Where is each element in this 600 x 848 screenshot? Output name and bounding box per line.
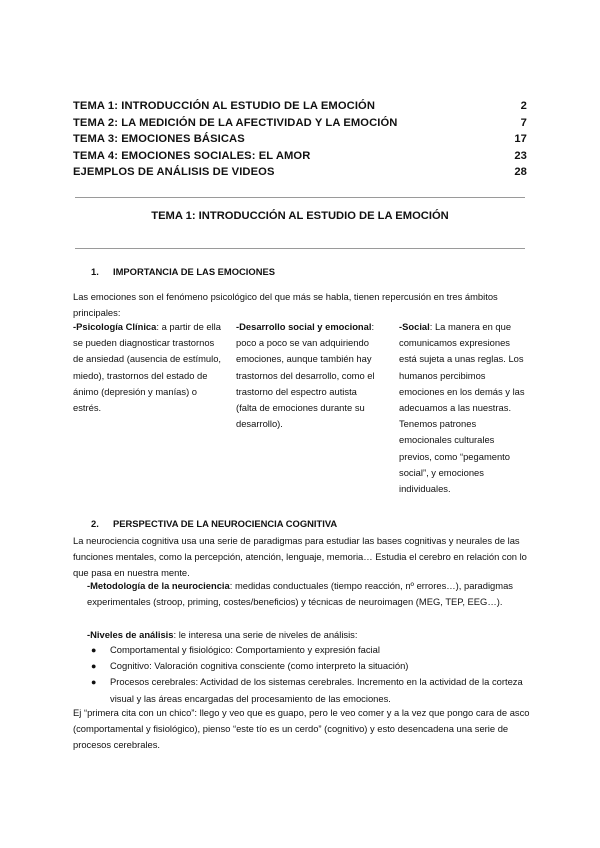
section-number: 2. bbox=[91, 518, 99, 529]
toc-entry-title[interactable]: EJEMPLOS DE ANÁLISIS DE VIDEOS bbox=[73, 166, 275, 178]
divider bbox=[75, 197, 525, 198]
chapter-title: TEMA 1: INTRODUCCIÓN AL ESTUDIO DE LA EMOCIÓN bbox=[151, 210, 449, 222]
divider bbox=[75, 248, 525, 249]
toc-entry-page: 17 bbox=[514, 133, 527, 145]
methodology-label: -Metodología de la neurociencia bbox=[87, 580, 230, 591]
section-heading-1 bbox=[91, 266, 275, 277]
levels-paragraph bbox=[73, 627, 547, 643]
list-item-text: Procesos cerebrales: Actividad de los sistemas cerebrales. Incremento en la actividad de la corteza visual y las áreas encargadas del procesamiento de las emociones. bbox=[110, 676, 523, 704]
list-item bbox=[90, 642, 530, 658]
toc-entry-title[interactable]: TEMA 3: EMOCIONES BÁSICAS bbox=[73, 133, 245, 145]
toc-entry[interactable] bbox=[73, 150, 527, 167]
column-text: : La manera en que comunicamos expresiones está sujeta a unas reglas. Los humanos percibimos emociones en los demás y las adecuamos a las nuestras. Tenemos patrones emocionales culturales previos, como “pegamento social”, y emociones individuales. bbox=[399, 321, 525, 495]
section-number: 1. bbox=[91, 266, 99, 277]
toc-entry-title[interactable]: TEMA 2: LA MEDICIÓN DE LA AFECTIVIDAD Y LA EMOCIÓN bbox=[73, 116, 398, 129]
column-label: -Psicología Clínica bbox=[73, 321, 157, 332]
toc-entry-page: 7 bbox=[520, 116, 527, 129]
section-title: PERSPECTIVA DE LA NEUROCIENCIA COGNITIVA bbox=[113, 518, 338, 529]
column-text: : a partir de ella se pueden diagnosticar trastornos de ansiedad (ausencia de estímulo, miedo), trastornos del estado de ánimo (depresión y manías) o estrés. bbox=[73, 321, 222, 414]
list-item-text: Cognitivo: Valoración cognitiva consciente (como interpreto la situación) bbox=[110, 660, 409, 672]
methodology-paragraph bbox=[73, 578, 547, 610]
column-clinical bbox=[73, 319, 223, 416]
example-paragraph: Ej “primera cita con un chico”: llego y veo que es guapo, pero le veo comer y a la vez que pongo cara de asco (comportamental y fisiológico), pienso “este tío es un cerdo” (cognitivo) y esto desencadena una serie de procesos cerebrales. bbox=[73, 707, 530, 751]
toc-entry-title[interactable]: TEMA 4: EMOCIONES SOCIALES: EL AMOR bbox=[73, 149, 311, 162]
levels-list bbox=[90, 642, 530, 707]
column-development bbox=[236, 319, 376, 432]
list-item bbox=[90, 658, 530, 674]
levels-label: -Niveles de análisis bbox=[87, 629, 174, 640]
column-label: -Desarrollo social y emocional bbox=[236, 321, 372, 332]
levels-text: : le interesa una serie de niveles de análisis: bbox=[173, 629, 358, 640]
toc-entry-page: 28 bbox=[514, 166, 527, 178]
toc-entry-page: 2 bbox=[520, 100, 527, 112]
intro-paragraph: Las emociones son el fenómeno psicológico del que más se habla, tienen repercusión en tres ámbitos principales: bbox=[73, 291, 498, 319]
column-social bbox=[399, 319, 527, 497]
toc-entry[interactable] bbox=[73, 133, 527, 150]
list-item bbox=[90, 674, 530, 706]
section-title: IMPORTANCIA DE LAS EMOCIONES bbox=[113, 266, 275, 277]
bullet-icon: ● bbox=[91, 677, 97, 688]
bullet-icon: ● bbox=[91, 645, 97, 655]
bullet-icon: ● bbox=[91, 661, 97, 672]
column-text: : poco a poco se van adquiriendo emociones, aunque también hay trastornos del desarrollo, como el trastorno del espectro autista (falta de emociones durante su desarrollo). bbox=[236, 321, 375, 430]
toc-entry[interactable] bbox=[73, 166, 527, 183]
methodology-text: : medidas conductuales (tiempo reacción, nº errores…), paradigmas experimentales (stroop, priming, costes/beneficios) y técnicas de neuroimagen (MEG, TEP, EEG…). bbox=[87, 580, 513, 608]
toc-entry[interactable] bbox=[73, 117, 527, 134]
toc-entry-title[interactable]: TEMA 1: INTRODUCCIÓN AL ESTUDIO DE LA EMOCIÓN bbox=[73, 100, 376, 112]
toc-entry[interactable] bbox=[73, 100, 527, 117]
neuroscience-paragraph: La neurociencia cognitiva usa una serie de paradigmas para estudiar las bases cognitivas y neurales de las funciones mentales, como la percepción, atención, lenguaje, memoria… Estudia el cerebro en relación con lo que pasa en nuestra mente. bbox=[73, 535, 527, 579]
section-heading-2 bbox=[91, 518, 337, 529]
list-item-text: Comportamental y fisiológico: Comportamiento y expresión facial bbox=[110, 644, 380, 655]
toc-entry-page: 23 bbox=[514, 149, 527, 162]
table-of-contents bbox=[73, 100, 527, 183]
column-label: -Social bbox=[399, 321, 430, 332]
